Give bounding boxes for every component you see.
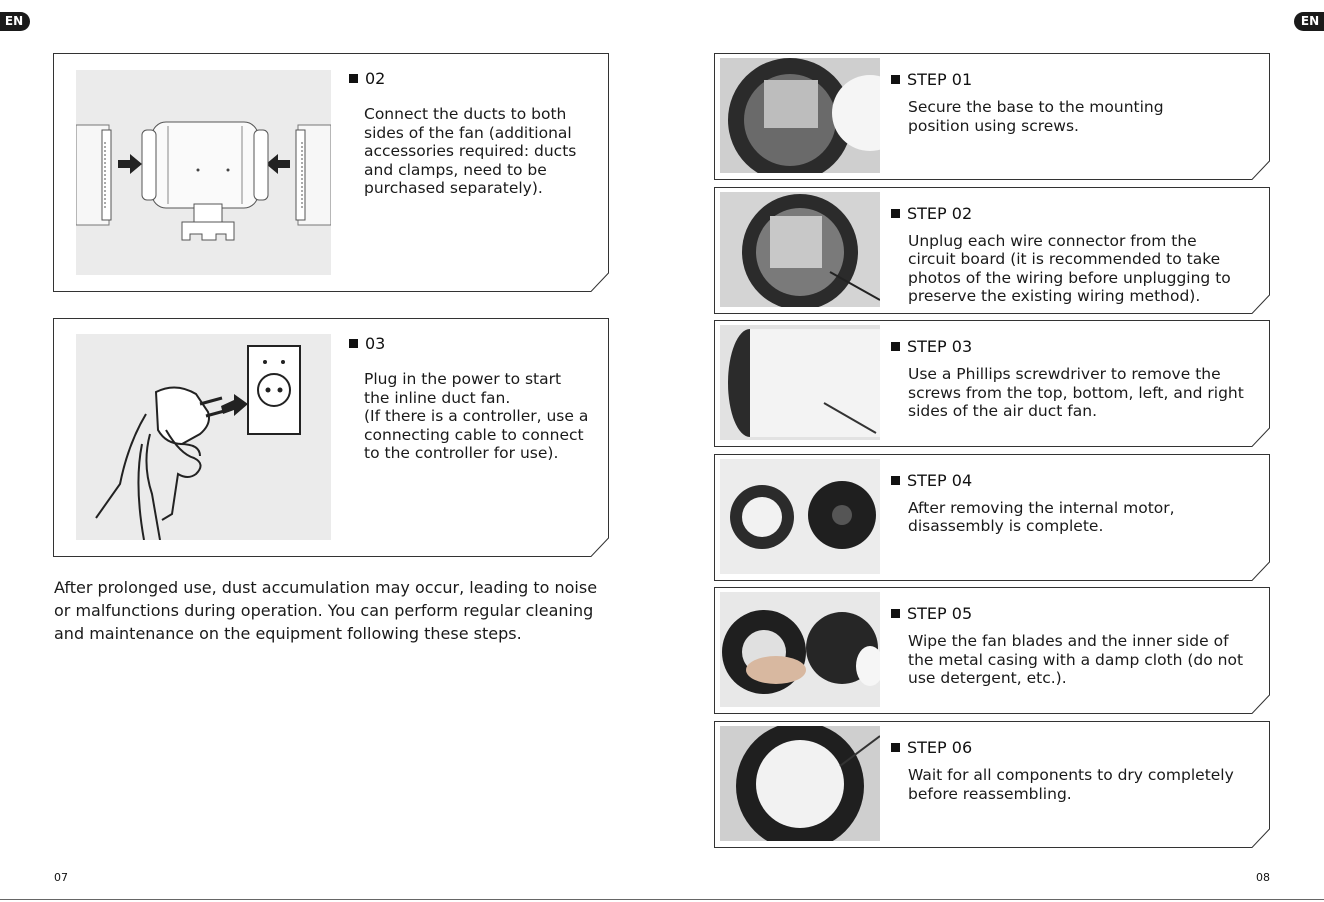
step-title: STEP 06: [891, 738, 972, 757]
step-card: [714, 53, 1270, 180]
step-text: Unplug each wire connector from the circuit board (it is recommended to take photos of the wiring before unplugging to preserve the existing wiring method).: [908, 231, 1231, 306]
language-badge-left: EN: [0, 12, 30, 31]
page-number-right: 08: [1256, 871, 1270, 884]
maintenance-intro-paragraph: After prolonged use, dust accumulation may occur, leading to noise or malfunctions during operation. You can perform regular cleaning and maintenance on the equipment following these steps.: [54, 578, 598, 643]
square-bullet-icon: [891, 609, 900, 618]
step-title: STEP 03: [891, 337, 972, 356]
step-text: After removing the internal motor, disassembly is complete.: [908, 498, 1175, 536]
square-bullet-icon: [891, 743, 900, 752]
disassembled-motor-photo: [720, 459, 880, 574]
step-03-text: Plug in the power to start the inline duct fan. (If there is a controller, use a connecting cable to connect to the controller for use).: [364, 370, 589, 462]
duct-connection-illustration: [76, 70, 331, 275]
step-title: STEP 05: [891, 604, 972, 623]
step-title: STEP 04: [891, 471, 972, 490]
step-card: [714, 721, 1270, 848]
circuit-board-wiring-photo: [720, 192, 880, 307]
wiping-fan-blades-photo: [720, 592, 880, 707]
step-02-heading: 02: [349, 69, 385, 88]
step-02-panel: [53, 53, 609, 292]
step-title: STEP 02: [891, 204, 972, 223]
square-bullet-icon: [349, 339, 358, 348]
language-badge-right: EN: [1294, 12, 1324, 31]
step-text: Secure the base to the mounting position using screws.: [908, 98, 1164, 135]
square-bullet-icon: [891, 476, 900, 485]
square-bullet-icon: [891, 75, 900, 84]
reassembly-drying-photo: [720, 726, 880, 841]
page-number-left: 07: [54, 871, 68, 884]
fan-base-mounting-photo: [720, 58, 880, 173]
step-title: STEP 01: [891, 70, 972, 89]
step-03-heading: 03: [349, 334, 385, 353]
square-bullet-icon: [349, 74, 358, 83]
step-03-panel: [53, 318, 609, 557]
step-text: Use a Phillips screwdriver to remove the screws from the top, bottom, left, and right sides of the air duct fan.: [908, 365, 1244, 421]
step-card: [714, 320, 1270, 447]
square-bullet-icon: [891, 209, 900, 218]
step-card: [714, 187, 1270, 314]
step-card: [714, 587, 1270, 714]
step-card: [714, 454, 1270, 581]
step-text: Wipe the fan blades and the inner side of the metal casing with a damp cloth (do not use detergent, etc.).: [908, 632, 1244, 688]
step-text: Wait for all components to dry completely before reassembling.: [908, 766, 1234, 803]
screwdriver-removal-photo: [720, 325, 880, 440]
square-bullet-icon: [891, 342, 900, 351]
step-02-text: Connect the ducts to both sides of the fan (additional accessories required: ducts and clamps, need to be purchased separately).: [364, 105, 577, 197]
plug-in-power-illustration: [76, 334, 331, 540]
bottom-rule: [0, 899, 1324, 900]
